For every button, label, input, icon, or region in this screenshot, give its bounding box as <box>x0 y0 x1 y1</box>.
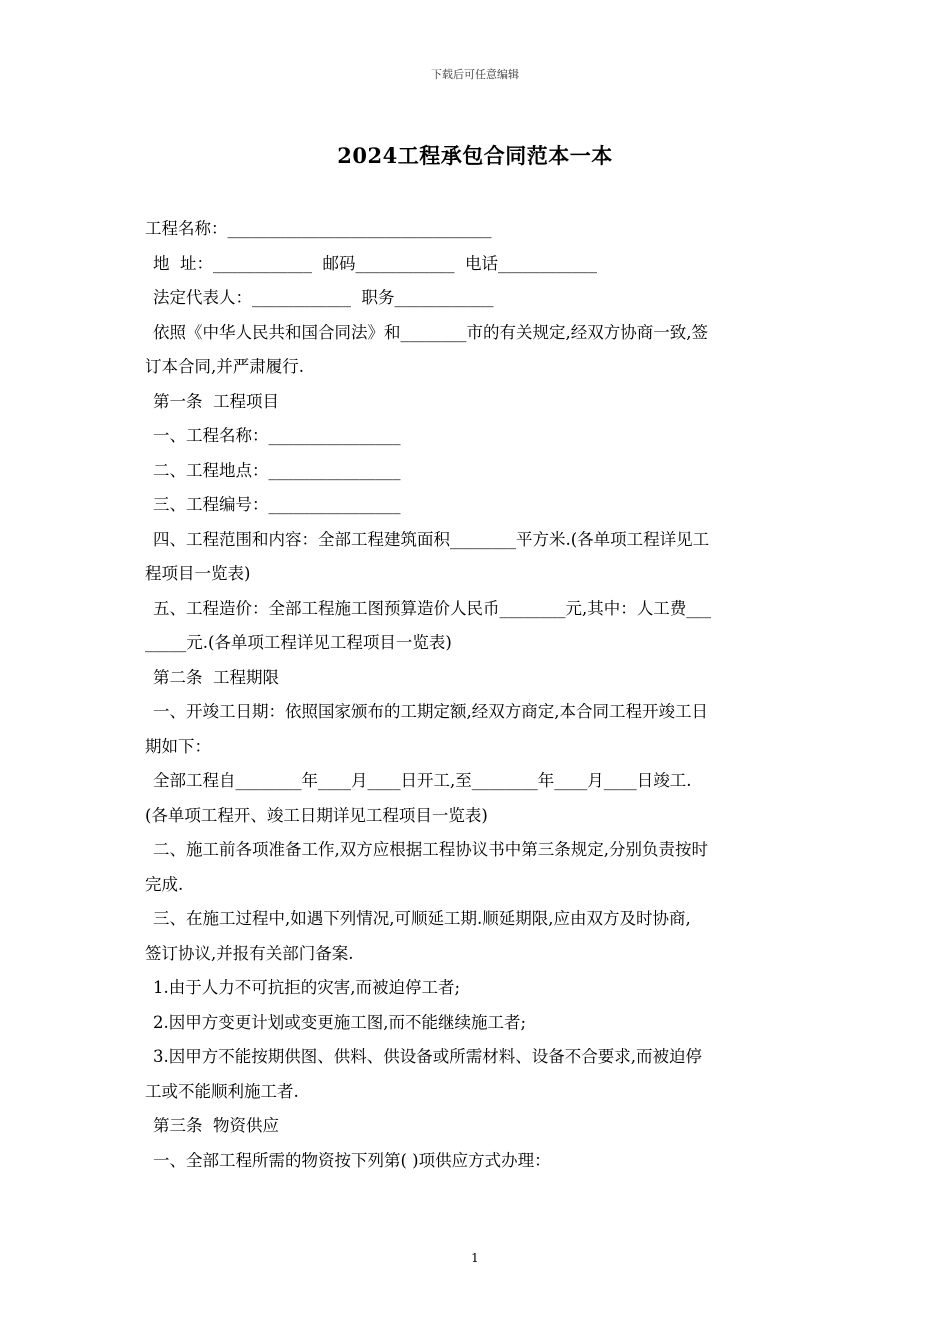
article-1-item-5-cont: _____元.(各单项工程详见工程项目一览表) <box>145 633 452 652</box>
article-2-case-3: 3.因甲方不能按期供图、供料、供设备或所需材料、设备不合要求,而被迫停 <box>153 1047 702 1066</box>
article-1-item-4: 四、工程范围和内容：全部工程建筑面积________平方米.(各单项工程详见工 <box>153 529 710 549</box>
field-address: 地 址：____________ 邮码____________ 电话____________ <box>153 253 597 273</box>
article-1-heading: 第一条 工程项目 <box>153 391 279 411</box>
article-1-item-4-cont: 程项目一览表) <box>145 564 251 583</box>
field-legal-representative: 法定代表人：____________ 职务____________ <box>153 288 494 307</box>
contract-body <box>145 214 807 1180</box>
article-2-item-3-cont: 签订协议,并报有关部门备案. <box>145 943 354 963</box>
article-1-item-1: 一、工程名称：________________ <box>153 426 401 445</box>
page-number: 1 <box>471 1251 479 1265</box>
article-1-item-2: 二、工程地点：________________ <box>153 460 401 480</box>
article-2-item-1: 一、开竣工日期：依照国家颁布的工期定额,经双方商定,本合同工程开竣工日 <box>153 702 708 721</box>
article-2-case-3-cont: 工或不能顺利施工者. <box>145 1081 299 1101</box>
article-2-dates: 全部工程自________年____月____日开工,至________年____月____日竣工. <box>153 771 692 790</box>
article-2-item-3: 三、在施工过程中,如遇下列情况,可顺延工期.顺延期限,应由双方及时协商, <box>153 909 691 928</box>
article-2-case-2: 2.因甲方变更计划或变更施工图,而不能继续施工者; <box>153 1012 527 1032</box>
article-1-item-3: 三、工程编号：________________ <box>153 495 401 514</box>
article-3-heading: 第三条 物资供应 <box>153 1116 279 1135</box>
article-2-case-1: 1.由于人力不可抗拒的灾害,而被迫停工者; <box>153 978 461 997</box>
article-2-item-1-cont: 期如下： <box>145 736 211 756</box>
article-2-item-2: 二、施工前各项准备工作,双方应根据工程协议书中第三条规定,分别负责按时 <box>153 840 708 859</box>
article-2-item-2-cont: 完成. <box>145 874 184 894</box>
article-3-item-1: 一、全部工程所需的物资按下列第( )项供应方式办理： <box>153 1150 551 1170</box>
paragraph-preamble-cont: 订本合同,并严肃履行. <box>145 357 304 376</box>
article-1-item-5: 五、工程造价：全部工程施工图预算造价人民币________元,其中：人工费___ <box>153 598 711 618</box>
field-project-name: 工程名称：________________________________ <box>145 219 492 238</box>
document-title: 2024工程承包合同范本一本 <box>337 143 613 168</box>
page-header-note: 下载后可任意编辑 <box>431 68 519 81</box>
article-2-heading: 第二条 工程期限 <box>153 667 279 687</box>
paragraph-preamble: 依照《中华人民共和国合同法》和________市的有关规定,经双方协商一致,签 <box>153 322 708 342</box>
article-2-dates-note: (各单项工程开、竣工日期详见工程项目一览表) <box>145 805 488 825</box>
